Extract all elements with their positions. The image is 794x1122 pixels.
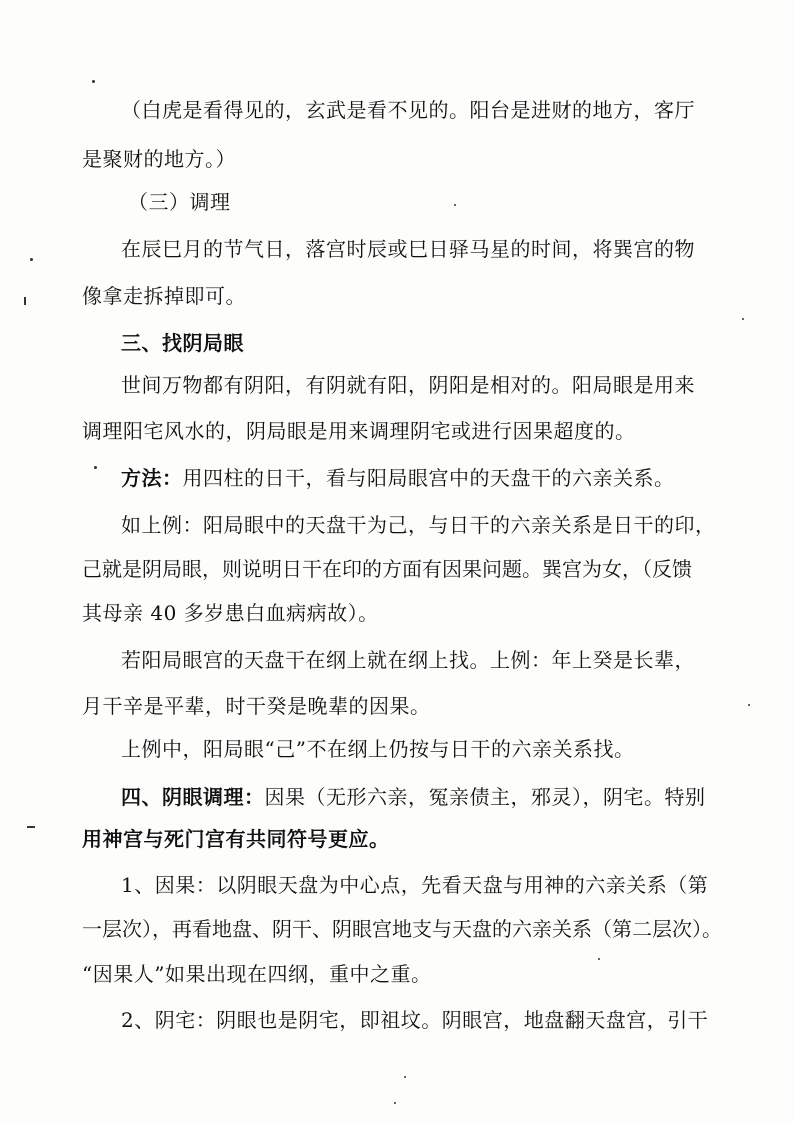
text-line: 1、因果：以阴眼天盘为中心点，先看天盘与用神的六亲关系（第: [121, 873, 709, 897]
scan-speck: [404, 1076, 406, 1078]
text-line: 若阳局眼宫的天盘干在纲上就在纲上找。上例：年上癸是长辈，: [121, 648, 695, 672]
text-line: 如上例：阳局眼中的天盘干为己，与日干的六亲关系是日干的印，: [121, 513, 716, 537]
scan-speck: [742, 318, 744, 320]
text-line: 一层次），再看地盘、阴干、阴眼宫地支与天盘的六亲关系（第二层次）。: [82, 917, 722, 941]
method-text: 用四柱的日干，看与阳局眼宫中的天盘干的六亲关系。: [182, 466, 675, 490]
scan-speck: [598, 958, 600, 960]
section-heading: 三、找阴局眼: [121, 331, 244, 355]
method-label: 方法：: [121, 466, 183, 490]
scan-speck: [92, 80, 95, 83]
text-line: （白虎是看得见的，玄武是看不见的。阳台是进财的地方，客厅: [121, 98, 695, 122]
text-line: 其母亲 40 多岁患白血病病故）。: [82, 601, 379, 625]
text-line: 是聚财的地方。）: [82, 147, 236, 171]
text-line: [121, 785, 706, 809]
section-heading: 四、阴眼调理：: [121, 785, 265, 809]
section-text: 因果（无形六亲，冤亲债主，邪灵），阴宅。特别: [264, 785, 706, 809]
text-line: 用神宫与死门宫有共同符号更应。: [82, 827, 390, 851]
scan-speck: [24, 297, 26, 305]
text-line: 世间万物都有阴阳，有阴就有阳，阴阳是相对的。阳局眼是用来: [121, 373, 695, 397]
text-line: 在辰巳月的节气日，落宫时辰或巳日驿马星的时间，将巽宫的物: [121, 237, 695, 261]
text-line: 像拿走拆掉即可。: [82, 284, 246, 308]
text-line: [121, 466, 675, 490]
text-line: 上例中，阳局眼“己”不在纲上仍按与日干的六亲关系找。: [121, 737, 635, 761]
scan-speck: [94, 466, 97, 469]
text-line: 2、阴宅：阴眼也是阴宅，即祖坟。阴眼宫，地盘翻天盘宫，引干: [121, 1008, 709, 1032]
text-line: 调理阳宅风水的，阴局眼是用来调理阴宅或进行因果超度的。: [82, 419, 636, 443]
scan-speck: [454, 204, 456, 206]
text-line: 己就是阴局眼，则说明日干在印的方面有因果问题。巽宫为女，（反馈: [82, 557, 692, 581]
section-heading: （三）调理: [128, 190, 231, 214]
text-line: 月干辛是平辈，时干癸是晚辈的因果。: [82, 694, 431, 718]
scan-speck: [394, 1102, 396, 1104]
scan-speck: [27, 826, 35, 828]
scan-speck: [30, 258, 33, 261]
scan-speck: [748, 704, 750, 706]
text-line: “因果人”如果出现在四纲，重中之重。: [82, 962, 432, 986]
